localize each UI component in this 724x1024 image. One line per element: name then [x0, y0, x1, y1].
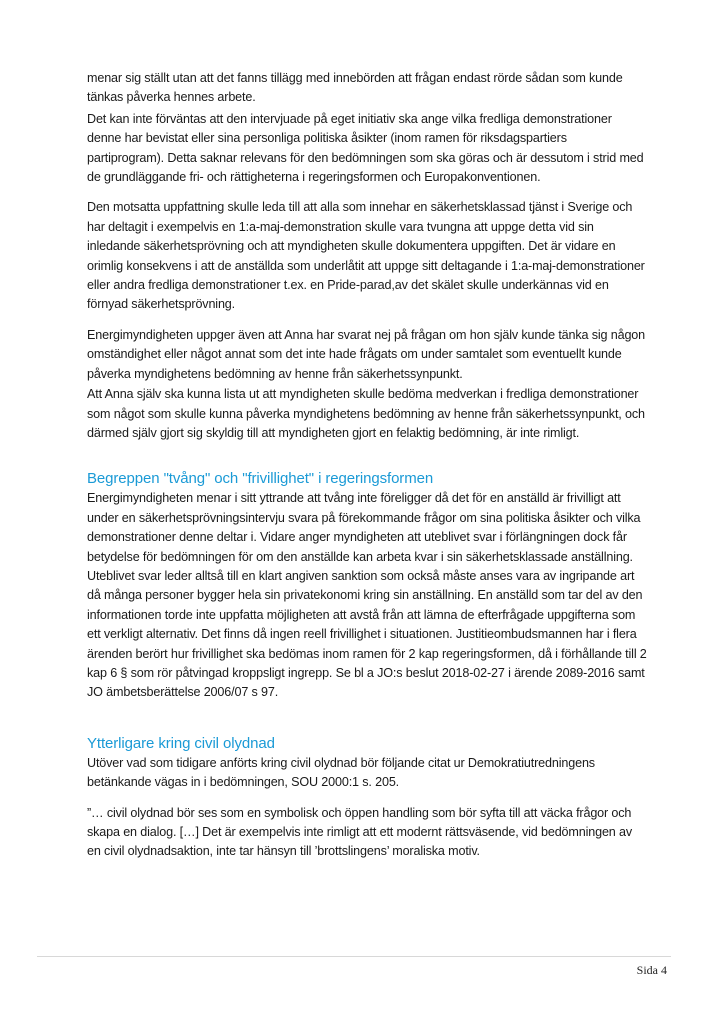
- paragraph-intervju-expectation: Det kan inte förväntas att den intervjuade på eget initiativ ska ange vilka fredliga demonstrationer denne har bevistat eller sina personliga politiska åsikter (inom ramen för riksdagspartiers partiprogram). Detta saknar relevans för den bedömningen som ska göras och är dessutom i strid med de grundläggande fri- och rättigheterna i regeringsformen och Europakonventionen.: [87, 111, 644, 185]
- paragraph-anna-reasonableness: Att Anna själv ska kunna lista ut att myndigheten skulle bedöma medverkan i fredliga demonstrationer som något som skulle kunna påverka myndighetens bedömning av henne från säkerhetssynpunkt, och därmed själv gjort sig skyldig till att myndigheten gjort en felaktig bedömning, är inte rimligt.: [87, 387, 645, 440]
- paragraph-tvang-frivillighet: Energimyndigheten menar i sitt yttrande att tvång inte föreligger då det för en anställd är frivilligt att under en säkerhetsprövningsintervju svara på förekommande frågor om sina politiska åsikter och vilka demonstrationer denne deltar i. Vidare anger myndigheten att uteblivet svar i förlängningen dock får betydelse för bedömningen för om den anställde kan arbeta kvar i sin säkerhetsklassade anställning. Uteblivet svar leder alltså till en klart angiven sanktion som också måste anses vara av ingripande art då många personer bygger hela sin privatekonomi kring sin anställning. En anställd som tar del av den informationen torde inte uppfatta möjligheten att avstå från att lämna de efterfrågade uppgifterna som ett verkligt alternativ. Det finns då ingen reell frivillighet i situationen. Justitieombudsmannen har i flera ärenden berört hur frivillighet ska bedömas inom ramen för 2 kap regeringsformen, då i förhållande till 2 kap 6 § som rör påtvingad kroppsligt ingrepp. Se bl a JO:s beslut 2018-02-27 i ärende 2089-2016 samt JO ämbetsberättelse 2006/07 s 97.: [87, 491, 647, 700]
- paragraph-energimyndigheten-claim: Energimyndigheten uppger även att Anna har svarat nej på frågan om hon själv kunde tänka sig någon omständighet eller något annat som det inte hade frågats om under samtalet som eventuellt kunde påverka myndighetens bedömning av henne från säkerhetssynpunkt.: [87, 327, 646, 381]
- paragraph-civil-olydnad-intro: Utöver vad som tidigare anförts kring civil olydnad bör följande citat ur Demokratiutredningens betänkande vägas in i bedömningen, SOU 2000:1 s. 205.: [87, 755, 595, 790]
- page-body: [87, 69, 647, 862]
- section-heading-tvang-frivillighet: Begreppen "tvång" och "frivillighet" i regeringsformen: [87, 470, 434, 488]
- paragraph-continuation: menar sig ställt utan att det fanns tillägg med innebörden att frågan endast rörde sådan som kunde tänkas påverka hennes arbete.: [87, 71, 623, 105]
- paragraph-opposite-view: Den motsatta uppfattning skulle leda till att alla som innehar en säkerhetsklassad tjänst i Sverige och har deltagit i exempelvis en 1:a-maj-demonstration skulle vara tvungna att uppge detta vid sin inledande säkerhetsprövning och att myndigheten skulle dokumentera uppgiften. Det är vidare en orimlig konsekvens i att de anställda som underlåtit att uppge sitt deltagande i 1:a-maj-demonstrationer eller andra fredliga demonstrationer t.ex. en Pride-parad,av det skälet skulle underkännas vid en förnyad säkerhetsprövning.: [87, 200, 645, 312]
- section-heading-civil-olydnad: Ytterligare kring civil olydnad: [87, 734, 275, 752]
- quote-demokratiutredningen: ”… civil olydnad bör ses som en symbolisk och öppen handling som bör syfta till att väcka frågor och skapa en dialog. […] Det är exempelvis inte rimligt att ett modernt rättsväsende, vid bedömningen av en civil olydnadsaktion, inte tar hänsyn till ’brottslingens’ moraliska motiv.: [87, 805, 633, 859]
- page-number: Sida 4: [636, 963, 667, 977]
- footer-divider: [37, 956, 671, 957]
